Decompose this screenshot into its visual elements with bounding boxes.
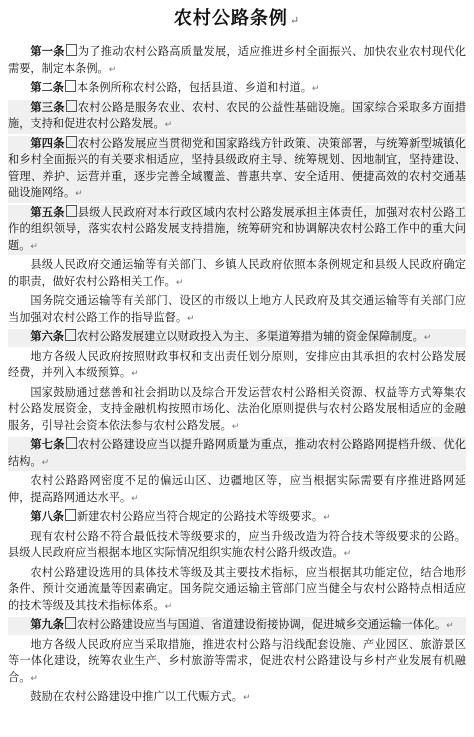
space-placeholder-icon xyxy=(66,44,77,56)
paragraph-mark-icon: ↵ xyxy=(231,421,240,432)
paragraph-mark-icon: ↵ xyxy=(30,673,38,684)
article-number: 第五条 xyxy=(30,205,65,219)
paragraph xyxy=(8,637,466,688)
paragraph-text: 国家鼓励通过慈善和社会捐助以及综合开发运营农村公路相关资源、权益等方式筹集农村公路发展资金，支持金融机构按照市场化、法治化原则提供与农村公路发展相适应的金融服务，引导社会资本依法参与农村公路发展。 xyxy=(8,385,466,432)
paragraph-mark-icon: ↵ xyxy=(187,313,195,324)
paragraph-text: 县级人民政府对本行政区域内农村公路发展承担主体责任，加强对农村公路工作的组织领导，落实农村公路发展支持措施，统筹研究和协调解决农村公路工作中的重大问题。 xyxy=(8,205,466,252)
paragraph xyxy=(8,565,466,616)
paragraph-text: 现有农村公路不符合最低技术等级要求的，应当升级改造为符合技术等级要求的公路。县级人民政府应当根据本地区实际情况组织实施农村公路升级改造。 xyxy=(8,529,466,559)
paragraph-text: 农村公路发展建立以财政投入为主、多渠道筹措为辅的资金保障制度。 xyxy=(76,330,424,343)
space-placeholder-icon xyxy=(65,509,76,521)
space-placeholder-icon xyxy=(65,617,76,629)
paragraph-text: 农村公路发展应当贯彻党和国家路线方针政策、决策部署，与统筹新型城镇化和乡村全面振兴的有关要求相适应，坚持县级政府主导、统筹规划、因地制宜，坚持建设、管理、养护、运营并重，逐步完善全域覆盖、普惠共享、安全适用、便捷高效的农村交通基础设施网络。 xyxy=(8,136,466,199)
paragraph-text: 新建农村公路应当符合规定的公路技术等级要求。 xyxy=(76,510,324,523)
title-text: 农村公路条例 xyxy=(173,8,288,29)
paragraph-mark-icon: ↵ xyxy=(164,120,173,130)
paragraph-mark-icon: ↵ xyxy=(289,14,301,27)
paragraph xyxy=(8,689,466,707)
paragraph xyxy=(8,349,466,383)
paragraph-text: 国务院交通运输等有关部门、设区的市级以上地方人民政府及其交通运输等有关部门应当加强对农村公路工作的指导监督。 xyxy=(8,294,466,324)
paragraph-mark-icon: ↵ xyxy=(164,601,173,612)
paragraph-mark-icon: ↵ xyxy=(323,513,331,523)
paragraph-text: 农村公路建设选用的具体技术等级及其主要技术指标，应当根据其功能定位，结合地形条件、预计交通流量等因素确定。国务院交通运输主管部门应当健全与农村公路特点相适应的技术等级及其技术指标体系。 xyxy=(8,565,466,612)
paragraph xyxy=(8,617,466,635)
paragraph-text: 为了推动农村公路高质量发展，适应推进乡村全面振兴、加快农业农村现代化需要，制定本条例。 xyxy=(8,45,466,75)
article-number: 第四条 xyxy=(30,136,65,150)
paragraph-mark-icon: ↵ xyxy=(242,693,251,703)
paragraph xyxy=(8,329,466,347)
paragraph-text: 农村公路是服务农业、农村、农民的公益性基础设施。国家综合采取多方面措施，支持和促进农村公路发展。 xyxy=(8,100,466,130)
article-number: 第九条 xyxy=(30,618,64,631)
paragraph xyxy=(8,293,466,327)
article-number: 第八条 xyxy=(30,510,64,523)
paragraph xyxy=(8,473,466,507)
paragraph-mark-icon: ↵ xyxy=(131,493,139,504)
paragraph-mark-icon: ↵ xyxy=(343,549,352,559)
paragraph xyxy=(8,80,466,98)
paragraph xyxy=(8,205,466,256)
paragraph-text: 地方各级人民政府应当采取措施，推进农村公路与沿线配套设施、产业园区、旅游景区等一体化建设，统筹农业生产、乡村旅游等需求，促进农村公路建设与乡村产业发展有机融合。 xyxy=(8,637,466,684)
paragraph xyxy=(8,437,466,471)
paragraph-text: 农村公路路网密度不足的偏远山区、边疆地区等，应当根据实际需要有序推进路网延伸，提高路网通达水平。 xyxy=(8,474,466,504)
paragraph xyxy=(8,509,466,527)
paragraph-mark-icon: ↵ xyxy=(446,621,454,631)
paragraph-text: 鼓励在农村公路建设中推广以工代赈方式。 xyxy=(30,690,243,703)
space-placeholder-icon xyxy=(65,80,76,92)
paragraph-mark-icon: ↵ xyxy=(41,457,50,468)
paragraph-mark-icon: ↵ xyxy=(175,277,184,288)
article-number: 第七条 xyxy=(30,438,65,451)
paragraph xyxy=(8,385,466,436)
document-title xyxy=(8,6,466,34)
paragraph xyxy=(8,257,466,291)
paragraph-mark-icon: ↵ xyxy=(75,189,83,199)
article-number: 第二条 xyxy=(30,81,64,94)
paragraph-text: 农村公路建设应当与国道、省道建设衔接协调，促进城乡交通运输一体化。 xyxy=(76,618,447,631)
article-number: 第六条 xyxy=(30,330,64,343)
paragraph xyxy=(8,44,466,78)
paragraph-text: 县级人民政府交通运输等有关部门、乡镇人民政府依照本条例规定和县级人民政府确定的职责，做好农村公路相关工作。 xyxy=(8,258,466,288)
space-placeholder-icon xyxy=(66,100,77,112)
paragraph xyxy=(8,100,466,134)
space-placeholder-icon xyxy=(65,329,76,341)
document-body xyxy=(8,44,466,707)
paragraph-mark-icon: ↵ xyxy=(311,84,320,94)
paragraph-mark-icon: ↵ xyxy=(131,369,139,379)
paragraph-mark-icon: ↵ xyxy=(30,241,38,252)
paragraph xyxy=(8,136,466,203)
paragraph-text: 地方各级人民政府按照财政事权和支出责任划分原则，安排应由其承担的农村公路发展经费，并列入本级预算。 xyxy=(8,349,466,379)
paragraph-text: 本条例所称农村公路，包括县道、乡道和村道。 xyxy=(76,81,312,94)
article-number: 第一条 xyxy=(30,45,65,58)
article-number: 第三条 xyxy=(30,100,65,114)
space-placeholder-icon xyxy=(66,437,77,449)
paragraph-mark-icon: ↵ xyxy=(108,64,117,75)
paragraph xyxy=(8,529,466,563)
paragraph-mark-icon: ↵ xyxy=(423,333,432,343)
space-placeholder-icon xyxy=(66,136,77,148)
paragraph-text: 农村公路建设应当以提升路网质量为重点，推动农村公路路网提档升级、优化结构。 xyxy=(8,438,466,468)
space-placeholder-icon xyxy=(66,205,77,217)
